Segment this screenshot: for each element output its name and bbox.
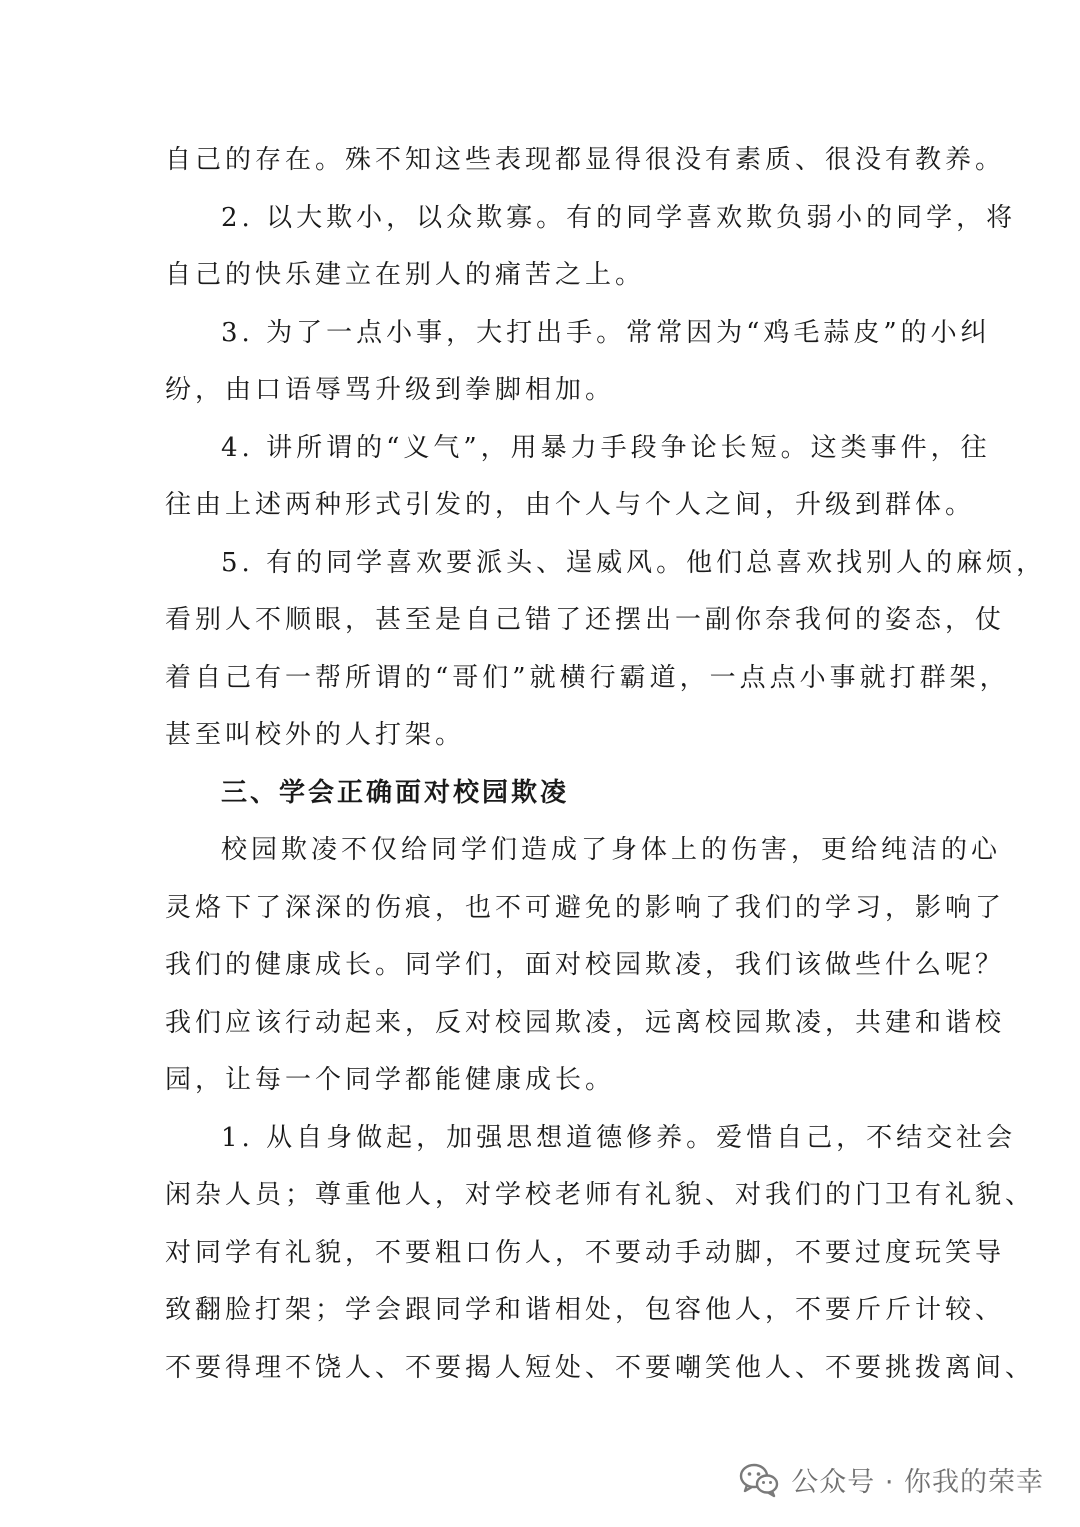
paragraph-line: 不要得理不饶人、不要揭人短处、不要嘲笑他人、不要挑拨离间、 bbox=[165, 1352, 1036, 1383]
paragraph-line: 自己的存在。殊不知这些表现都显得很没有素质、很没有教养。 bbox=[165, 145, 1006, 175]
paragraph-line: 我们的健康成长。同学们，面对校园欺凌，我们该做些什么呢？ bbox=[165, 950, 1006, 980]
wechat-icon bbox=[739, 1463, 779, 1497]
paragraph-line: 闲杂人员；尊重他人，对学校老师有礼貌、对我们的门卫有礼貌、 bbox=[165, 1180, 1036, 1210]
paragraph-line: 2. 以大欺小，以众欺寡。有的同学喜欢欺负弱小的同学，将 bbox=[221, 202, 1017, 233]
paragraph-line: 5. 有的同学喜欢要派头、逞威风。他们总喜欢找别人的麻烦， bbox=[221, 547, 1047, 578]
paragraph-line: 4. 讲所谓的“义气”，用暴力手段争论长短。这类事件，往 bbox=[221, 432, 991, 463]
paragraph-line: 1. 从自身做起，加强思想道德修养。爱惜自己，不结交社会 bbox=[221, 1122, 1017, 1153]
paragraph-line: 对同学有礼貌，不要粗口伤人，不要动手动脚，不要过度玩笑导 bbox=[165, 1237, 1006, 1268]
paragraph-line: 着自己有一帮所谓的“哥们”就横行霸道，一点点小事就打群架， bbox=[165, 662, 1010, 693]
paragraph-line: 校园欺凌不仅给同学们造成了身体上的伤害，更给纯洁的心 bbox=[221, 835, 1002, 865]
watermark bbox=[739, 1460, 1044, 1499]
paragraph-line: 灵烙下了深深的伤痕，也不可避免的影响了我们的学习，影响了 bbox=[165, 892, 1006, 923]
paragraph-line: 园，让每一个同学都能健康成长。 bbox=[165, 1065, 616, 1095]
paragraph-line: 看别人不顺眼，甚至是自己错了还摆出一副你奈我何的姿态，仗 bbox=[165, 605, 1006, 635]
paragraph-line: 3. 为了一点小事，大打出手。常常因为“鸡毛蒜皮”的小纠 bbox=[221, 317, 991, 348]
section-heading: 三、学会正确面对校园欺凌 bbox=[221, 777, 570, 808]
paragraph-line: 甚至叫校外的人打架。 bbox=[165, 720, 466, 750]
paragraph-line: 纷，由口语辱骂升级到拳脚相加。 bbox=[165, 375, 616, 405]
watermark-text: 公众号 · 你我的荣幸 bbox=[791, 1467, 1044, 1498]
paragraph-line: 致翻脸打架；学会跟同学和谐相处，包容他人，不要斤斤计较、 bbox=[165, 1295, 1006, 1325]
paragraph-line: 自己的快乐建立在别人的痛苦之上。 bbox=[165, 260, 646, 290]
paragraph-line: 往由上述两种形式引发的，由个人与个人之间，升级到群体。 bbox=[165, 490, 976, 520]
paragraph-line: 我们应该行动起来，反对校园欺凌，远离校园欺凌，共建和谐校 bbox=[165, 1007, 1006, 1038]
document-body bbox=[165, 132, 1047, 1397]
